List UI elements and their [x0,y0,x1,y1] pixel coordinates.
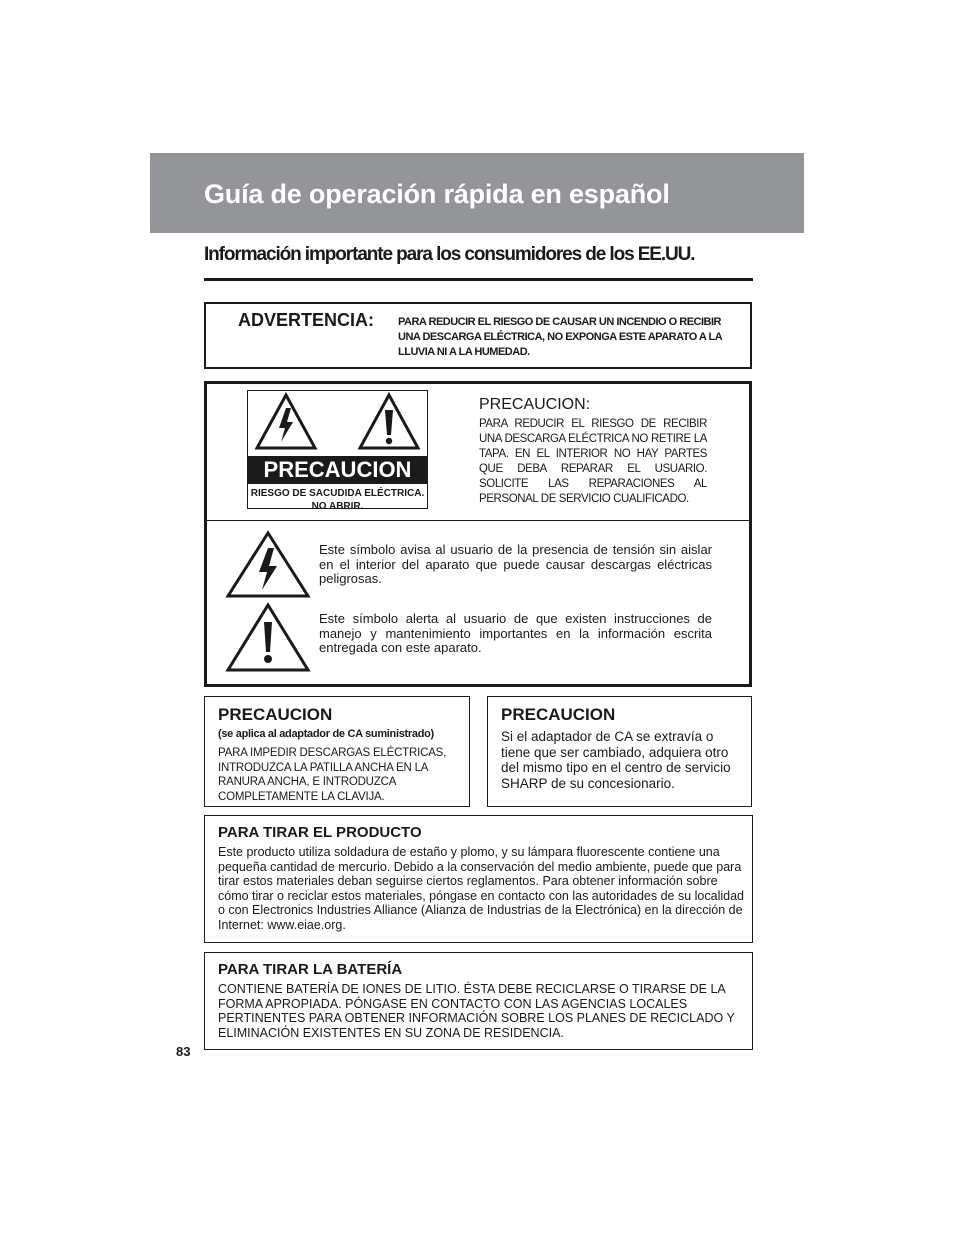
lightning-symbol-description: Este símbolo avisa al usuario de la presencia de tensión sin aislar en el interior del aparato que puede causar descargas eléctricas peligrosas. [319,542,712,586]
caution-replace-title: PRECAUCION [501,705,616,724]
caution-symbols-box [204,381,752,687]
caution-label-card [247,390,428,512]
caution-adapter-subtitle: (se aplica al adaptador de CA suministrado) [218,728,434,740]
caution-label-band: PRECAUCION [248,456,427,484]
warning-box [204,302,752,369]
disposal-battery-box [204,952,753,1050]
lightning-warning-icon [225,530,311,600]
warning-label: ADVERTENCIA: [238,310,375,330]
exclamation-symbol-description: Este símbolo alerta al usuario de que existen instrucciones de manejo y mantenimiento importantes en la información escrita entregada con este aparato. [319,611,712,655]
warning-text: PARA REDUCIR EL RIESGO DE CAUSAR UN INCENDIO O RECIBIR UNA DESCARGA ELÉCTRICA, NO EXPONGA ESTE APARATO A LA LLUVIA NI A LA HUMEDAD. [398,316,722,358]
disposal-product-title: PARA TIRAR EL PRODUCTO [218,824,422,841]
disposal-battery-text: CONTIENE BATERÍA DE IONES DE LITIO. ÉSTA DEBE RECICLARSE O TIRARSE DE LA FORMA APROPIADA. PÓNGASE EN CONTACTO CON LAS AGENCIAS LOCALES PERTINENTES PARA OBTENER INFORMACIÓN SOBRE LOS PLANES DE RECICLADO Y ELIMINACIÓN EXISTENTES EN SU ZONA DE RESIDENCIA. [218,982,735,1040]
caution-notice-text: PARA REDUCIR EL RIESGO DE RECIBIR UNA DESCARGA ELÉCTRICA NO RETIRE LA TAPA. EN EL INTERIOR NO HAY PARTES QUE DEBA REPARAR EL USUARIO. SOLICITE LAS REPARACIONES AL PERSONAL DE SERVICIO CUALIFICADO. [479,418,707,505]
section-heading: Información importante para los consumidores de los EE.UU. [204,244,695,265]
caution-replace-text: Si el adaptador de CA se extravía o tiene que ser cambiado, adquiera otro del mismo tipo en el centro de servicio SHARP de su concesionario. [501,729,731,791]
symbols-divider [207,520,749,521]
caution-adapter-box [204,696,470,807]
caution-notice-title: PRECAUCION: [479,396,591,413]
exclamation-warning-icon [225,602,311,674]
header-band [150,153,804,233]
caution-adapter-title: PRECAUCION [218,705,333,724]
heading-rule [204,278,753,281]
caution-label-symbols [248,391,427,457]
disposal-product-box [204,815,753,943]
disposal-product-text: Este producto utiliza soldadura de estaño y plomo, y su lámpara fluorescente contiene una pequeña cantidad de mercurio. Debido a la conservación del medio ambiente, puede que para tirar estos materiales deban seguirse ciertos reglamentos. Para obtener información sobre cómo tirar o reciclar estos materiales, póngase en contacto con las autoridades de su localidad o con Electronics Industries Alliance (Alianza de Industrias de la Electrónica) en la dirección de Internet: www.eiae.org. [218,845,744,932]
caution-label-small-text: RIESGO DE SACUDIDA ELÉCTRICA. NO ABRIR. [250,488,425,512]
caution-replace-box [487,696,752,807]
page-number: 83 [176,1044,191,1059]
exclamation-warning-icon [360,395,418,448]
caution-adapter-text: PARA IMPEDIR DESCARGAS ELÉCTRICAS, INTRODUZCA LA PATILLA ANCHA EN LA RANURA ANCHA, E INTRODUZCA COMPLETAMENTE LA CLAVIJA. [218,747,447,803]
lightning-warning-icon [257,395,315,448]
disposal-battery-title: PARA TIRAR LA BATERÍA [218,961,403,978]
page-title: Guía de operación rápida en español [204,179,670,209]
